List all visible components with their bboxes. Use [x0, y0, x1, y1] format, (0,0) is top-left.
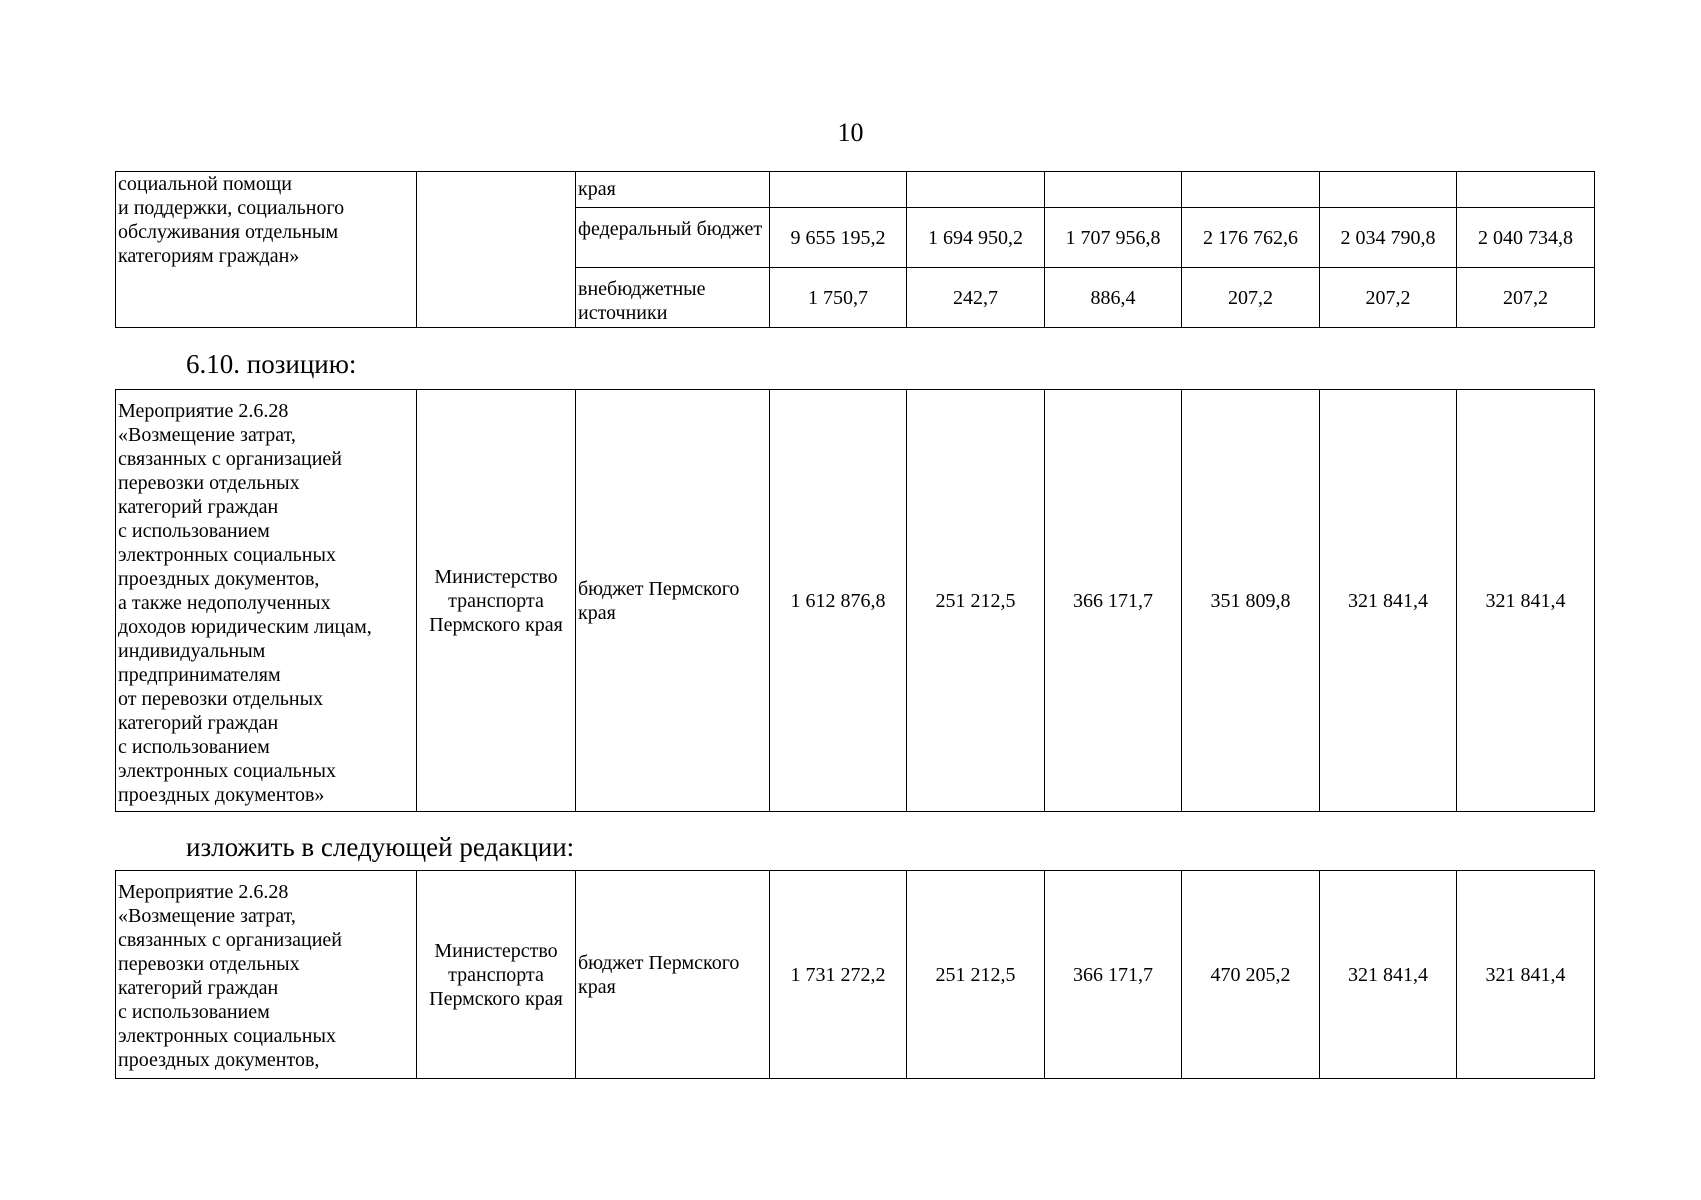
amount-year-4: 321 841,4 [1320, 390, 1457, 812]
amount-total [770, 172, 907, 208]
amount-year-2 [1045, 172, 1182, 208]
funding-source: внебюджетные источники [576, 268, 770, 328]
old-position-table [115, 389, 1595, 812]
responsible-executor: Министерство транспорта Пермского края [417, 390, 576, 812]
page-number: 10 [837, 118, 864, 147]
amount-year-2: 886,4 [1045, 268, 1182, 328]
amount-year-4: 207,2 [1320, 268, 1457, 328]
amount-year-5: 321 841,4 [1457, 390, 1595, 812]
table-row [116, 172, 1595, 208]
funding-source: федеральный бюджет [576, 208, 770, 268]
amount-total: 9 655 195,2 [770, 208, 907, 268]
amount-year-2: 1 707 956,8 [1045, 208, 1182, 268]
amount-total: 1 750,7 [770, 268, 907, 328]
amount-year-5: 2 040 734,8 [1457, 208, 1595, 268]
responsible-cell [417, 172, 576, 328]
continuation-table [115, 171, 1595, 328]
new-edition-table [115, 870, 1595, 1079]
amount-year-1: 251 212,5 [907, 390, 1045, 812]
amount-total: 1 612 876,8 [770, 390, 907, 812]
measure-description: социальной помощи и поддержки, социального обслуживания отдельным категориям граждан» [116, 172, 417, 328]
table-row [116, 390, 1595, 812]
amount-year-1: 1 694 950,2 [907, 208, 1045, 268]
amount-year-2: 366 171,7 [1045, 390, 1182, 812]
amount-year-1: 251 212,5 [907, 871, 1045, 1079]
amount-year-5 [1457, 172, 1595, 208]
amount-year-4: 2 034 790,8 [1320, 208, 1457, 268]
amount-year-4 [1320, 172, 1457, 208]
amount-year-3: 207,2 [1182, 268, 1320, 328]
amount-year-5: 207,2 [1457, 268, 1595, 328]
funding-source: края [576, 172, 770, 208]
amount-year-3: 351 809,8 [1182, 390, 1320, 812]
amount-year-1 [907, 172, 1045, 208]
amount-total: 1 731 272,2 [770, 871, 907, 1079]
amount-year-1: 242,7 [907, 268, 1045, 328]
amount-year-5: 321 841,4 [1457, 871, 1595, 1079]
table-row [116, 871, 1595, 1079]
section-heading-edition: изложить в следующей редакции: [186, 832, 575, 862]
amount-year-4: 321 841,4 [1320, 871, 1457, 1079]
section-heading-position: 6.10. позицию: [186, 349, 357, 379]
amount-year-3: 470 205,2 [1182, 871, 1320, 1079]
measure-description: Мероприятие 2.6.28 «Возмещение затрат, связанных с организацией перевозки отдельных категорий граждан с использованием электронных социальных проездных документов, а также недополученных доходов юридическим лицам, индивидуальным предпринимателям от перевозки отдельных категорий граждан с использованием электронных социальных проездных документов» [116, 390, 417, 812]
funding-source: бюджет Пермского края [576, 390, 770, 812]
funding-source: бюджет Пермского края [576, 871, 770, 1079]
measure-description: Мероприятие 2.6.28 «Возмещение затрат, связанных с организацией перевозки отдельных категорий граждан с использованием электронных социальных проездных документов, [116, 871, 417, 1079]
amount-year-3: 2 176 762,6 [1182, 208, 1320, 268]
amount-year-2: 366 171,7 [1045, 871, 1182, 1079]
responsible-executor: Министерство транспорта Пермского края [417, 871, 576, 1079]
amount-year-3 [1182, 172, 1320, 208]
